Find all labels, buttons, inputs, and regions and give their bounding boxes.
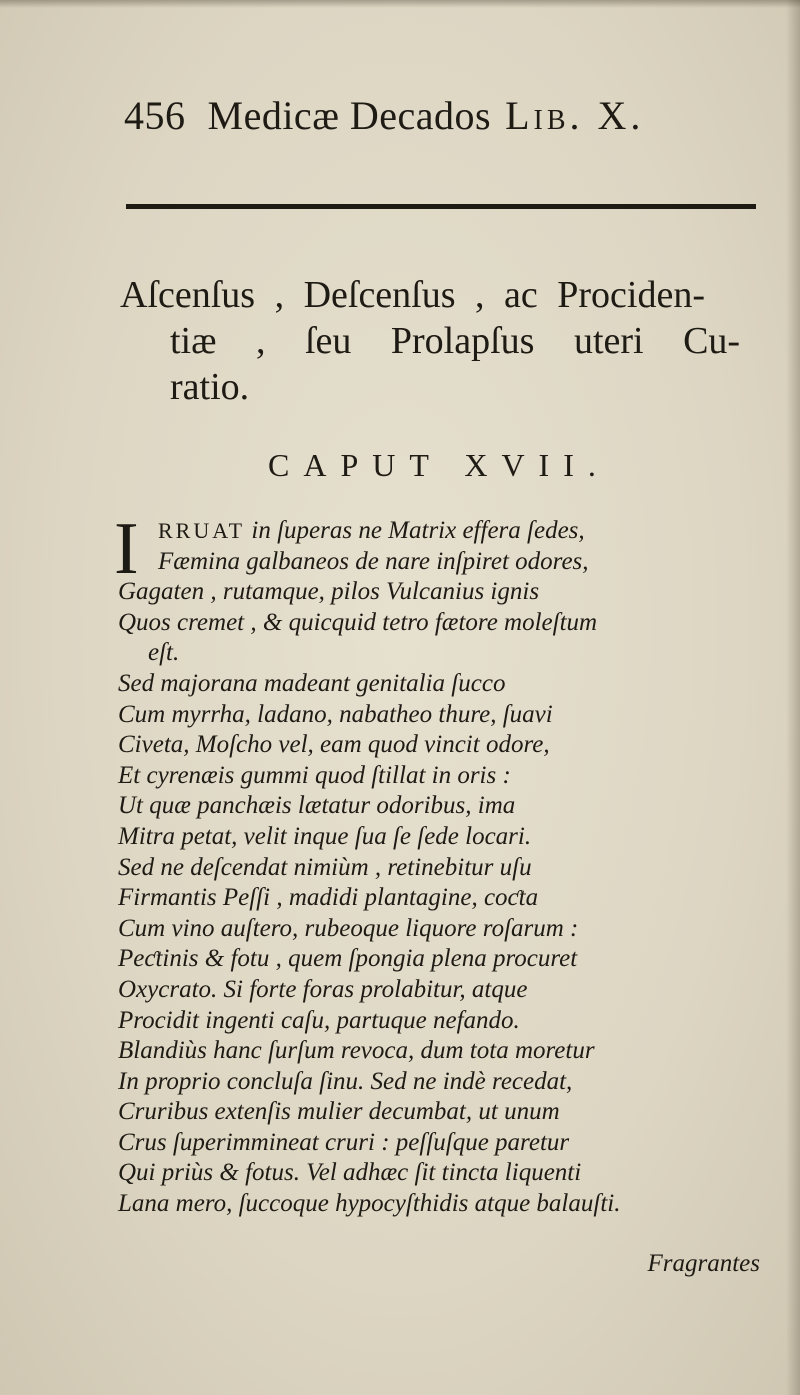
catchword: Fragrantes bbox=[647, 1250, 760, 1277]
poem-line: Cum myrrha, ladano, nabatheo thure, ſuavi bbox=[118, 700, 553, 728]
page-number: 456 bbox=[124, 93, 186, 138]
poem-line: Mitra petat, velit inque ſua ſe ſede locari. bbox=[118, 822, 532, 850]
chapter-title-line: ratio. bbox=[170, 366, 250, 408]
poem-line: Fæmina galbaneos de nare inſpiret odores, bbox=[158, 547, 589, 575]
poem-line: Qui priùs & fotus. Vel adhæc ſit tincta liquenti bbox=[118, 1159, 582, 1187]
poem-line: Blandiùs hanc ſurſum revoca, dum tota moretur bbox=[118, 1037, 595, 1065]
page-top-shadow bbox=[0, 0, 800, 8]
poem-body bbox=[118, 516, 768, 1220]
chapter-title-line: tiæ , ſeu Prolapſus uteri Cu- bbox=[170, 320, 741, 362]
poem-line bbox=[118, 516, 768, 547]
book-number: Lib. X. bbox=[505, 93, 645, 138]
chapter-title-line: Aſcenſus , Deſcenſus , ac Prociden- bbox=[120, 274, 705, 316]
poem-line-text: in ſuperas ne Matrix efferа ſedes, bbox=[251, 517, 585, 544]
poem-line: Sed ne deſcendat nimiùm , retinebitur uſu bbox=[118, 853, 532, 881]
poem-line: Et cyrenæis gummi quod ſtillat in oris : bbox=[118, 761, 511, 789]
poem-line: Lana mero, ſuccoque hypocyſthidis atque balauſti. bbox=[118, 1190, 621, 1218]
poem-line: Gagaten , rutamque, pilos Vulcanius ignis bbox=[118, 578, 540, 606]
poem-line: Procidit ingenti caſu, partuque nefando. bbox=[118, 1006, 520, 1034]
poem-line: Cruribus extenſis mulier decumbat, ut unum bbox=[118, 1098, 560, 1126]
poem-line: eſt. bbox=[148, 639, 180, 667]
poem-line: Crus ſuperimmineat cruri : peſſuſque paretur bbox=[118, 1128, 570, 1156]
chapter-number: CAPUT XVII. bbox=[268, 447, 610, 483]
poem-line: Ut quæ panchæis lætatur odoribus, ima bbox=[118, 792, 516, 820]
poem-line: In proprio concluſa ſinu. Sed ne indè recedat, bbox=[118, 1067, 573, 1095]
poem-line: Sed majorana madeant genitalia ſucco bbox=[118, 669, 506, 697]
running-head bbox=[124, 92, 644, 139]
poem-line: Quos cremet , & quicquid tetro fætore moleſtum bbox=[118, 608, 598, 636]
poem-line: Firmantis Peſſi , madidi plantagine, coƈta bbox=[118, 884, 539, 912]
page-edge-shadow bbox=[786, 0, 800, 1395]
drop-cap: I bbox=[114, 508, 139, 590]
first-word: RRUAT bbox=[158, 518, 246, 543]
running-title: Medicæ Decados bbox=[207, 93, 492, 138]
poem-line: Peƈtinis & fotu , quem ſpongia plena procuret bbox=[118, 945, 578, 973]
poem-line: Cum vino auſtero, rubeoque liquore roſarum : bbox=[118, 914, 579, 942]
chapter-title bbox=[120, 272, 760, 410]
poem-line: Civeta, Moſcho vel, eam quod vincit odore, bbox=[118, 731, 550, 759]
header-rule bbox=[126, 204, 756, 209]
poem-line: Oxycrato. Si forte foras prolabitur, atque bbox=[118, 975, 528, 1003]
